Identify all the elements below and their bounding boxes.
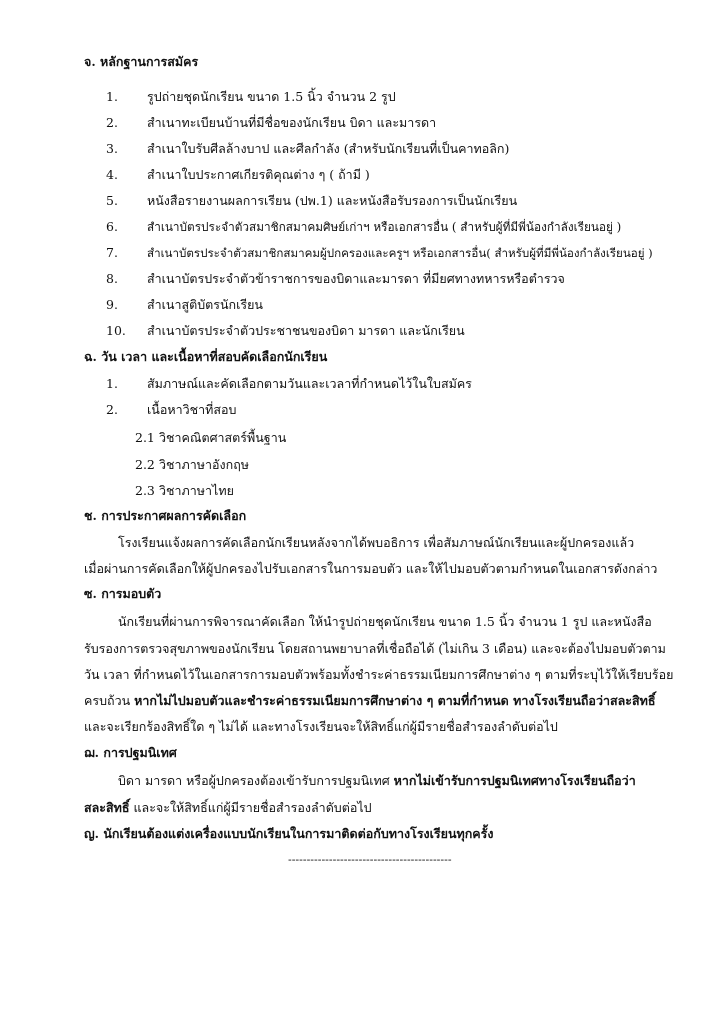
list-item: สำเนาสูติบัตรนักเรียน	[147, 297, 263, 312]
list-item: หนังสือรายงานผลการเรียน (ปพ.1) และหนังสือรับรองการเป็นนักเรียน	[147, 193, 518, 208]
section-heading-enrollment: ซ. การมอบตัว	[84, 586, 162, 601]
paragraph-line: วัน เวลา ที่กำหนดไว้ในเอกสารการมอบตัวพร้อมทั้งชำระค่าธรรมเนียมการศึกษาต่าง ๆ ตามที่ระบุไว้ให้เรียบร้อย	[84, 667, 674, 682]
paragraph-line	[84, 693, 655, 709]
list-item: สำเนาใบรับศีลล้างบาป และศีลกำลัง (สำหรับนักเรียนที่เป็นคาทอลิก)	[147, 141, 510, 156]
forfeit-warning: หากไม่ไปมอบตัวและชำระค่าธรรมเนียมการศึกษาต่าง ๆ ตามที่กำหนด ทางโรงเรียนถือว่าสละสิทธิ์	[134, 693, 656, 708]
sub-item-number: 2.3	[135, 483, 155, 498]
list-item: สำเนาบัตรประจำตัวสมาชิกสมาคมศิษย์เก่าฯ หรือเอกสารอื่น ( สำหรับผู้ที่มีพี่น้องกำลังเรียนอยู่ )	[147, 220, 622, 234]
forfeit-warning: หากไม่เข้ารับการปฐมนิเทศทางโรงเรียนถือว่า	[393, 773, 636, 788]
paragraph-line: เมื่อผ่านการคัดเลือกให้ผู้ปกครองไปรับเอกสารในการมอบตัว และให้ไปมอบตัวตามกำหนดในเอกสารดังกล่าว	[84, 561, 658, 576]
paragraph-text: บิดา มารดา หรือผู้ปกครองต้องเข้ารับการปฐมนิเทศ	[118, 773, 394, 788]
item-number: 1.	[106, 89, 118, 104]
item-number: 2.	[106, 402, 118, 417]
paragraph-text: ครบถ้วน	[84, 693, 135, 708]
paragraph-line: โรงเรียนแจ้งผลการคัดเลือกนักเรียนหลังจากได้พบอธิการ เพื่อสัมภาษณ์นักเรียนและผู้ปกครองแล้ว	[118, 535, 635, 550]
sub-item-number: 2.2	[135, 457, 155, 472]
item-number: 5.	[106, 193, 118, 208]
forfeit-warning: สละสิทธิ์	[84, 800, 130, 815]
item-number: 6.	[106, 219, 118, 234]
section-heading-exam-schedule: ฉ. วัน เวลา และเนื้อหาที่สอบคัดเลือกนักเรียน	[84, 349, 328, 364]
section-heading-evidence: จ. หลักฐานการสมัคร	[84, 54, 199, 69]
list-item: สำเนาบัตรประจำตัวประชาชนของบิดา มารดา และนักเรียน	[147, 323, 465, 338]
section-heading-uniform: ญ. นักเรียนต้องแต่งเครื่องแบบนักเรียนในการมาติดต่อกับทางโรงเรียนทุกครั้ง	[84, 826, 494, 841]
paragraph-line: นักเรียนที่ผ่านการพิจารณาคัดเลือก ให้นำรูปถ่ายชุดนักเรียน ขนาด 1.5 นิ้ว จำนวน 1 รูป และหนังสือ	[118, 614, 652, 629]
section-heading-results: ช. การประกาศผลการคัดเลือก	[84, 508, 247, 523]
item-number: 7.	[106, 245, 118, 260]
list-item: สัมภาษณ์และคัดเลือกตามวันและเวลาที่กำหนดไว้ในใบสมัคร	[147, 376, 472, 391]
paragraph-line	[118, 773, 636, 789]
paragraph-text: และจะให้สิทธิ์แก่ผู้มีรายชื่อสำรองลำดับต่อไป	[129, 800, 372, 815]
paragraph-line	[84, 800, 372, 816]
item-number: 1.	[106, 376, 118, 391]
sub-item-number: 2.1	[135, 430, 155, 445]
item-number: 4.	[106, 167, 118, 182]
item-number: 8.	[106, 271, 118, 286]
section-heading-orientation: ฌ. การปฐมนิเทศ	[84, 745, 177, 760]
item-number: 10.	[106, 323, 126, 338]
item-number: 9.	[106, 297, 118, 312]
item-number: 2.	[106, 115, 118, 130]
item-number: 3.	[106, 141, 118, 156]
paragraph-line: รับรองการตรวจสุขภาพของนักเรียน โดยสถานพยาบาลที่เชื่อถือได้ (ไม่เกิน 3 เดือน) และจะต้องไปมอบตัวตาม	[84, 641, 666, 656]
list-item: เนื้อหาวิชาที่สอบ	[147, 402, 237, 417]
paragraph-line: และจะเรียกร้องสิทธิ์ใด ๆ ไม่ได้ และทางโรงเรียนจะให้สิทธิ์แก่ผู้มีรายชื่อสำรองลำดับต่อไป	[84, 719, 558, 734]
sub-list-item: วิชาภาษาไทย	[159, 483, 234, 498]
list-item: สำเนาบัตรประจำตัวข้าราชการของบิดาและมารดา ที่มียศทางทหารหรือตำรวจ	[147, 271, 565, 286]
list-item: สำเนาใบประกาศเกียรติคุณต่าง ๆ ( ถ้ามี )	[147, 167, 370, 182]
list-item: สำเนาทะเบียนบ้านที่มีชื่อของนักเรียน บิดา และมารดา	[147, 115, 437, 130]
sub-list-item: วิชาคณิตศาสตร์พื้นฐาน	[159, 430, 287, 445]
end-divider: --------------------------------------------	[288, 853, 452, 866]
sub-list-item: วิชาภาษาอังกฤษ	[159, 457, 250, 472]
list-item: รูปถ่ายชุดนักเรียน ขนาด 1.5 นิ้ว จำนวน 2 รูป	[147, 89, 396, 104]
list-item: สำเนาบัตรประจำตัวสมาชิกสมาคมผู้ปกครองและครูฯ หรือเอกสารอื่น( สำหรับผู้ที่มีพี่น้องกำลังเรียนอยู่ )	[147, 246, 653, 260]
